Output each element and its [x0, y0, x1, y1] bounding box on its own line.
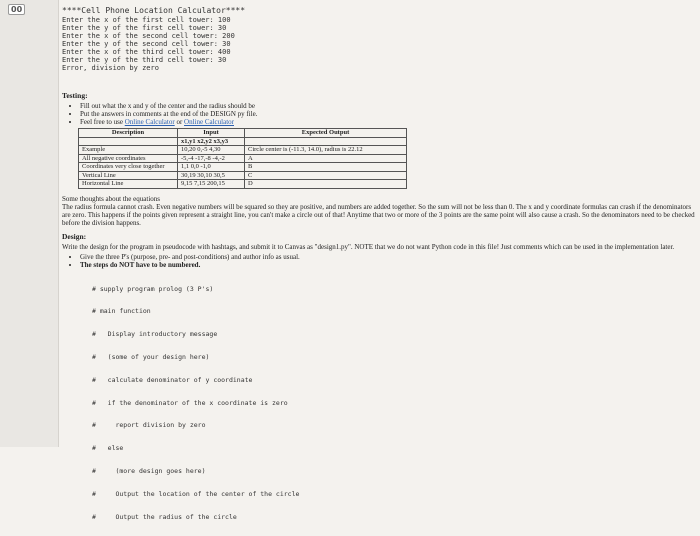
table-row — [79, 171, 407, 180]
console-title: ****Cell Phone Location Calculator**** — [62, 6, 245, 15]
testing-heading: Testing: — [62, 92, 698, 100]
design-text: Write the design for the program in pseudocode with hashtags, and submit it to Canvas as "design1.py". NOTE that we do not want Python code in this file! Just comments which can be used in the implementation later. — [62, 243, 698, 251]
code-line: # Output the radius of the circle — [92, 514, 698, 522]
console-line: Enter the y of the second cell tower: 30 — [62, 40, 682, 48]
code-line: # (more design goes here) — [92, 468, 698, 476]
assignment-document — [62, 92, 698, 536]
testing-bullets — [62, 102, 698, 126]
thoughts-section — [62, 195, 698, 227]
pseudocode-block — [92, 271, 698, 536]
table-cell: Horizontal Line — [79, 180, 178, 189]
list-item-text: Feel free to use — [80, 118, 123, 126]
tab-badge[interactable]: 00 — [8, 4, 25, 15]
table-cell: -5,-4 -17,-8 -4,-2 — [178, 154, 245, 163]
table-row — [79, 180, 407, 189]
console-error-line: Error, division by zero — [62, 64, 682, 72]
table-cell: Circle center is (-11.3, 14.0), radius is 22.12 — [245, 146, 407, 155]
column-header-expected: Expected Output — [245, 129, 407, 138]
code-line: # Output the location of the center of the circle — [92, 491, 698, 499]
test-cases-table — [78, 128, 407, 189]
code-line: # calculate denominator of y coordinate — [92, 377, 698, 385]
console-line: Enter the y of the first cell tower: 30 — [62, 24, 682, 32]
online-calculator-link-2[interactable]: Online Calculator — [184, 118, 234, 126]
table-subheader-row — [79, 137, 407, 146]
code-line: # (some of your design here) — [92, 354, 698, 362]
console-line: Enter the x of the first cell tower: 100 — [62, 16, 682, 24]
code-line: # main function — [92, 308, 698, 316]
table-cell: 1,1 0,0 -1,0 — [178, 163, 245, 172]
table-cell — [245, 137, 407, 146]
table-cell — [79, 137, 178, 146]
code-line: # supply program prolog (3 P's) — [92, 286, 698, 294]
editor-gutter — [0, 0, 59, 447]
table-cell: D — [245, 180, 407, 189]
table-cell: Vertical Line — [79, 171, 178, 180]
code-line: # if the denominator of the x coordinate is zero — [92, 400, 698, 408]
table-header-row — [79, 129, 407, 138]
list-item: • Put the answers in comments at the end of the DESIGN py file. — [80, 110, 698, 118]
code-line: # report division by zero — [92, 422, 698, 430]
online-calculator-link-1[interactable]: Online Calculator — [125, 118, 175, 126]
code-line: # Display introductory message — [92, 331, 698, 339]
table-cell: A — [245, 154, 407, 163]
or-text: or — [176, 118, 182, 126]
input-subheader: x1,y1 x2,y2 x3,y3 — [178, 137, 245, 146]
table-cell: 9,15 7,15 200,15 — [178, 180, 245, 189]
table-cell: Coordinates very close together — [79, 163, 178, 172]
design-bullets — [62, 253, 698, 269]
list-item — [80, 118, 698, 126]
table-cell: C — [245, 171, 407, 180]
design-section — [62, 233, 698, 536]
list-item: • Fill out what the x and y of the center and the radius should be — [80, 102, 698, 110]
thoughts-heading: Some thoughts about the equations — [62, 195, 698, 203]
list-item: • The steps do NOT have to be numbered. — [80, 261, 698, 269]
console-line: Enter the y of the third cell tower: 30 — [62, 56, 682, 64]
table-cell: 10,20 0,-5 4,30 — [178, 146, 245, 155]
list-item: • Give the three P's (purpose, pre- and post-conditions) and author info as usual. — [80, 253, 698, 261]
console-line: Enter the x of the second cell tower: 200 — [62, 32, 682, 40]
table-cell: B — [245, 163, 407, 172]
design-heading: Design: — [62, 233, 698, 241]
console-title-bar — [62, 0, 698, 11]
table-cell: All negative coordinates — [79, 154, 178, 163]
table-row — [79, 163, 407, 172]
column-header-input: Input — [178, 129, 245, 138]
code-line: # else — [92, 445, 698, 453]
table-cell: 30,19 30,10 30,5 — [178, 171, 245, 180]
table-row — [79, 154, 407, 163]
column-header-description: Description — [79, 129, 178, 138]
thoughts-text: The radius formula cannot crash. Even negative numbers will be squared so they are positive, and numbers are added together. So the sum will not be less than 0. The x and y coordinate formulas can crash if the denominators are zero. This happens if the points given represent a straight line, you can't make a circle out of that! Anytime that two or more of the 3 points are the same point will also cause a crash. So the denominators need to be checked before the division happens. — [62, 203, 698, 227]
console-line: Enter the x of the third cell tower: 400 — [62, 48, 682, 56]
table-row — [79, 146, 407, 155]
console-output — [62, 16, 682, 72]
table-cell: Example — [79, 146, 178, 155]
